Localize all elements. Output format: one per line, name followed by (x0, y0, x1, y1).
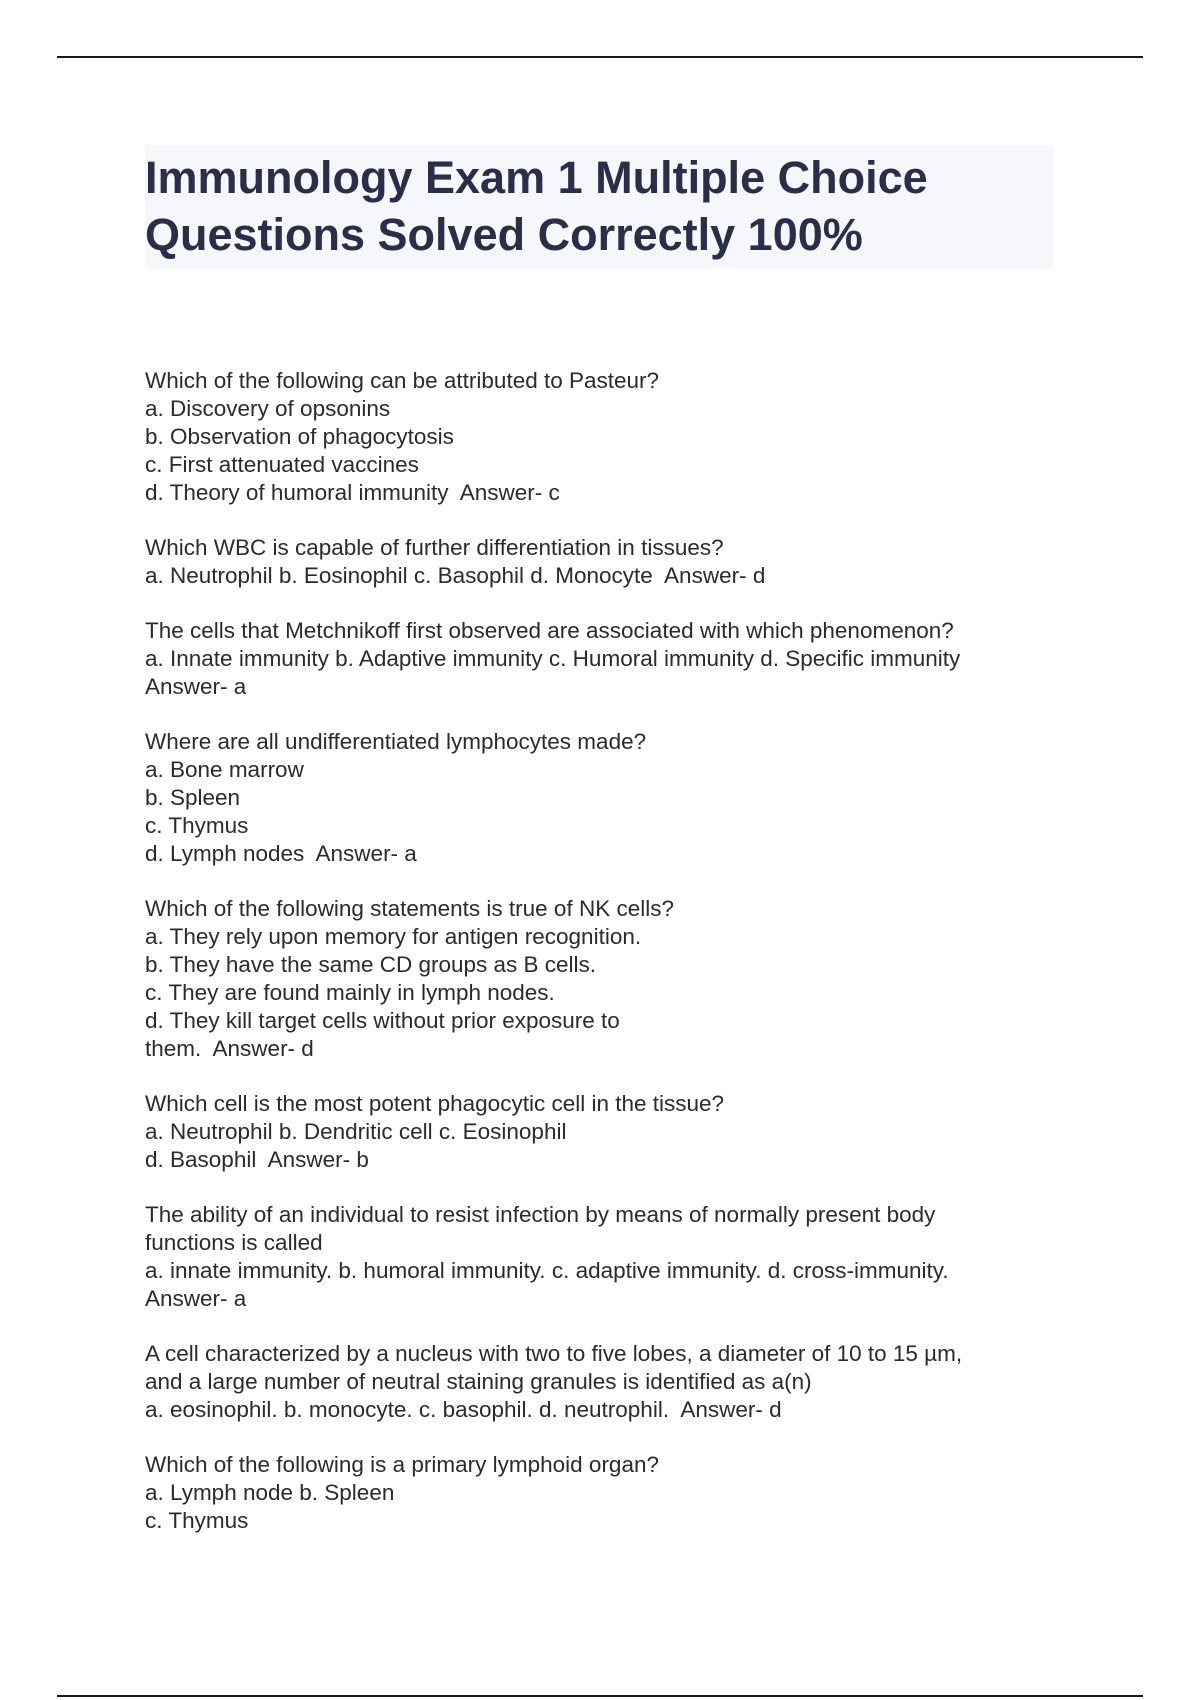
question-block (145, 895, 1065, 1063)
question-text: The ability of an individual to resist infection by means of normally present body (145, 1202, 936, 1227)
question-block (145, 617, 1065, 701)
question-line: d. Lymph nodes Answer- a (145, 841, 417, 866)
question-block (145, 1340, 1065, 1424)
question-line: c. Thymus (145, 1508, 249, 1533)
question-line: Answer- a (145, 1286, 247, 1311)
question-text: The cells that Metchnikoff first observed are associated with which phenomenon? (145, 618, 954, 643)
question-text: Which of the following is a primary lymphoid organ? (145, 1452, 659, 1477)
question-line: a. Bone marrow (145, 757, 304, 782)
question-text: Which of the following statements is true of NK cells? (145, 896, 674, 921)
question-line: c. Thymus (145, 813, 249, 838)
question-line: d. Theory of humoral immunity Answer- c (145, 480, 560, 505)
question-line: a. Neutrophil b. Dendritic cell c. Eosinophil (145, 1119, 567, 1144)
page-title: Immunology Exam 1 Multiple Choice Questions Solved Correctly 100% (145, 152, 928, 260)
question-block (145, 1451, 1065, 1535)
question-block (145, 1201, 1065, 1313)
question-line: b. Observation of phagocytosis (145, 424, 454, 449)
question-line: c. They are found mainly in lymph nodes. (145, 980, 555, 1005)
question-text: Which cell is the most potent phagocytic cell in the tissue? (145, 1091, 725, 1116)
header-rule (57, 56, 1143, 58)
question-line: Answer- a (145, 674, 247, 699)
question-block (145, 367, 1065, 507)
question-line: a. innate immunity. b. humoral immunity. c. adaptive immunity. d. cross-immunity. (145, 1258, 949, 1283)
question-list (145, 367, 1065, 1562)
question-text: Which WBC is capable of further differentiation in tissues? (145, 535, 724, 560)
question-line: b. Spleen (145, 785, 241, 810)
question-line: a. eosinophil. b. monocyte. c. basophil. d. neutrophil. Answer- d (145, 1397, 782, 1422)
question-line: a. They rely upon memory for antigen recognition. (145, 924, 642, 949)
question-text: A cell characterized by a nucleus with two to five lobes, a diameter of 10 to 15 µm, (145, 1341, 963, 1366)
question-block (145, 728, 1065, 868)
question-line: functions is called (145, 1230, 323, 1255)
question-block (145, 1090, 1065, 1174)
footer-rule (57, 1695, 1143, 1697)
question-line: them. Answer- d (145, 1036, 314, 1061)
question-line: a. Discovery of opsonins (145, 396, 391, 421)
title-block (145, 145, 1053, 269)
question-text: Where are all undifferentiated lymphocytes made? (145, 729, 647, 754)
question-line: c. First attenuated vaccines (145, 452, 419, 477)
question-line: a. Lymph node b. Spleen (145, 1480, 395, 1505)
question-line: b. They have the same CD groups as B cells. (145, 952, 597, 977)
question-line: a. Neutrophil b. Eosinophil c. Basophil d. Monocyte Answer- d (145, 563, 766, 588)
question-line: and a large number of neutral staining granules is identified as a(n) (145, 1369, 812, 1394)
question-line: d. They kill target cells without prior exposure to (145, 1008, 620, 1033)
question-line: d. Basophil Answer- b (145, 1147, 369, 1172)
question-text: Which of the following can be attributed to Pasteur? (145, 368, 660, 393)
question-block (145, 534, 1065, 590)
question-line: a. Innate immunity b. Adaptive immunity c. Humoral immunity d. Specific immunity (145, 646, 961, 671)
